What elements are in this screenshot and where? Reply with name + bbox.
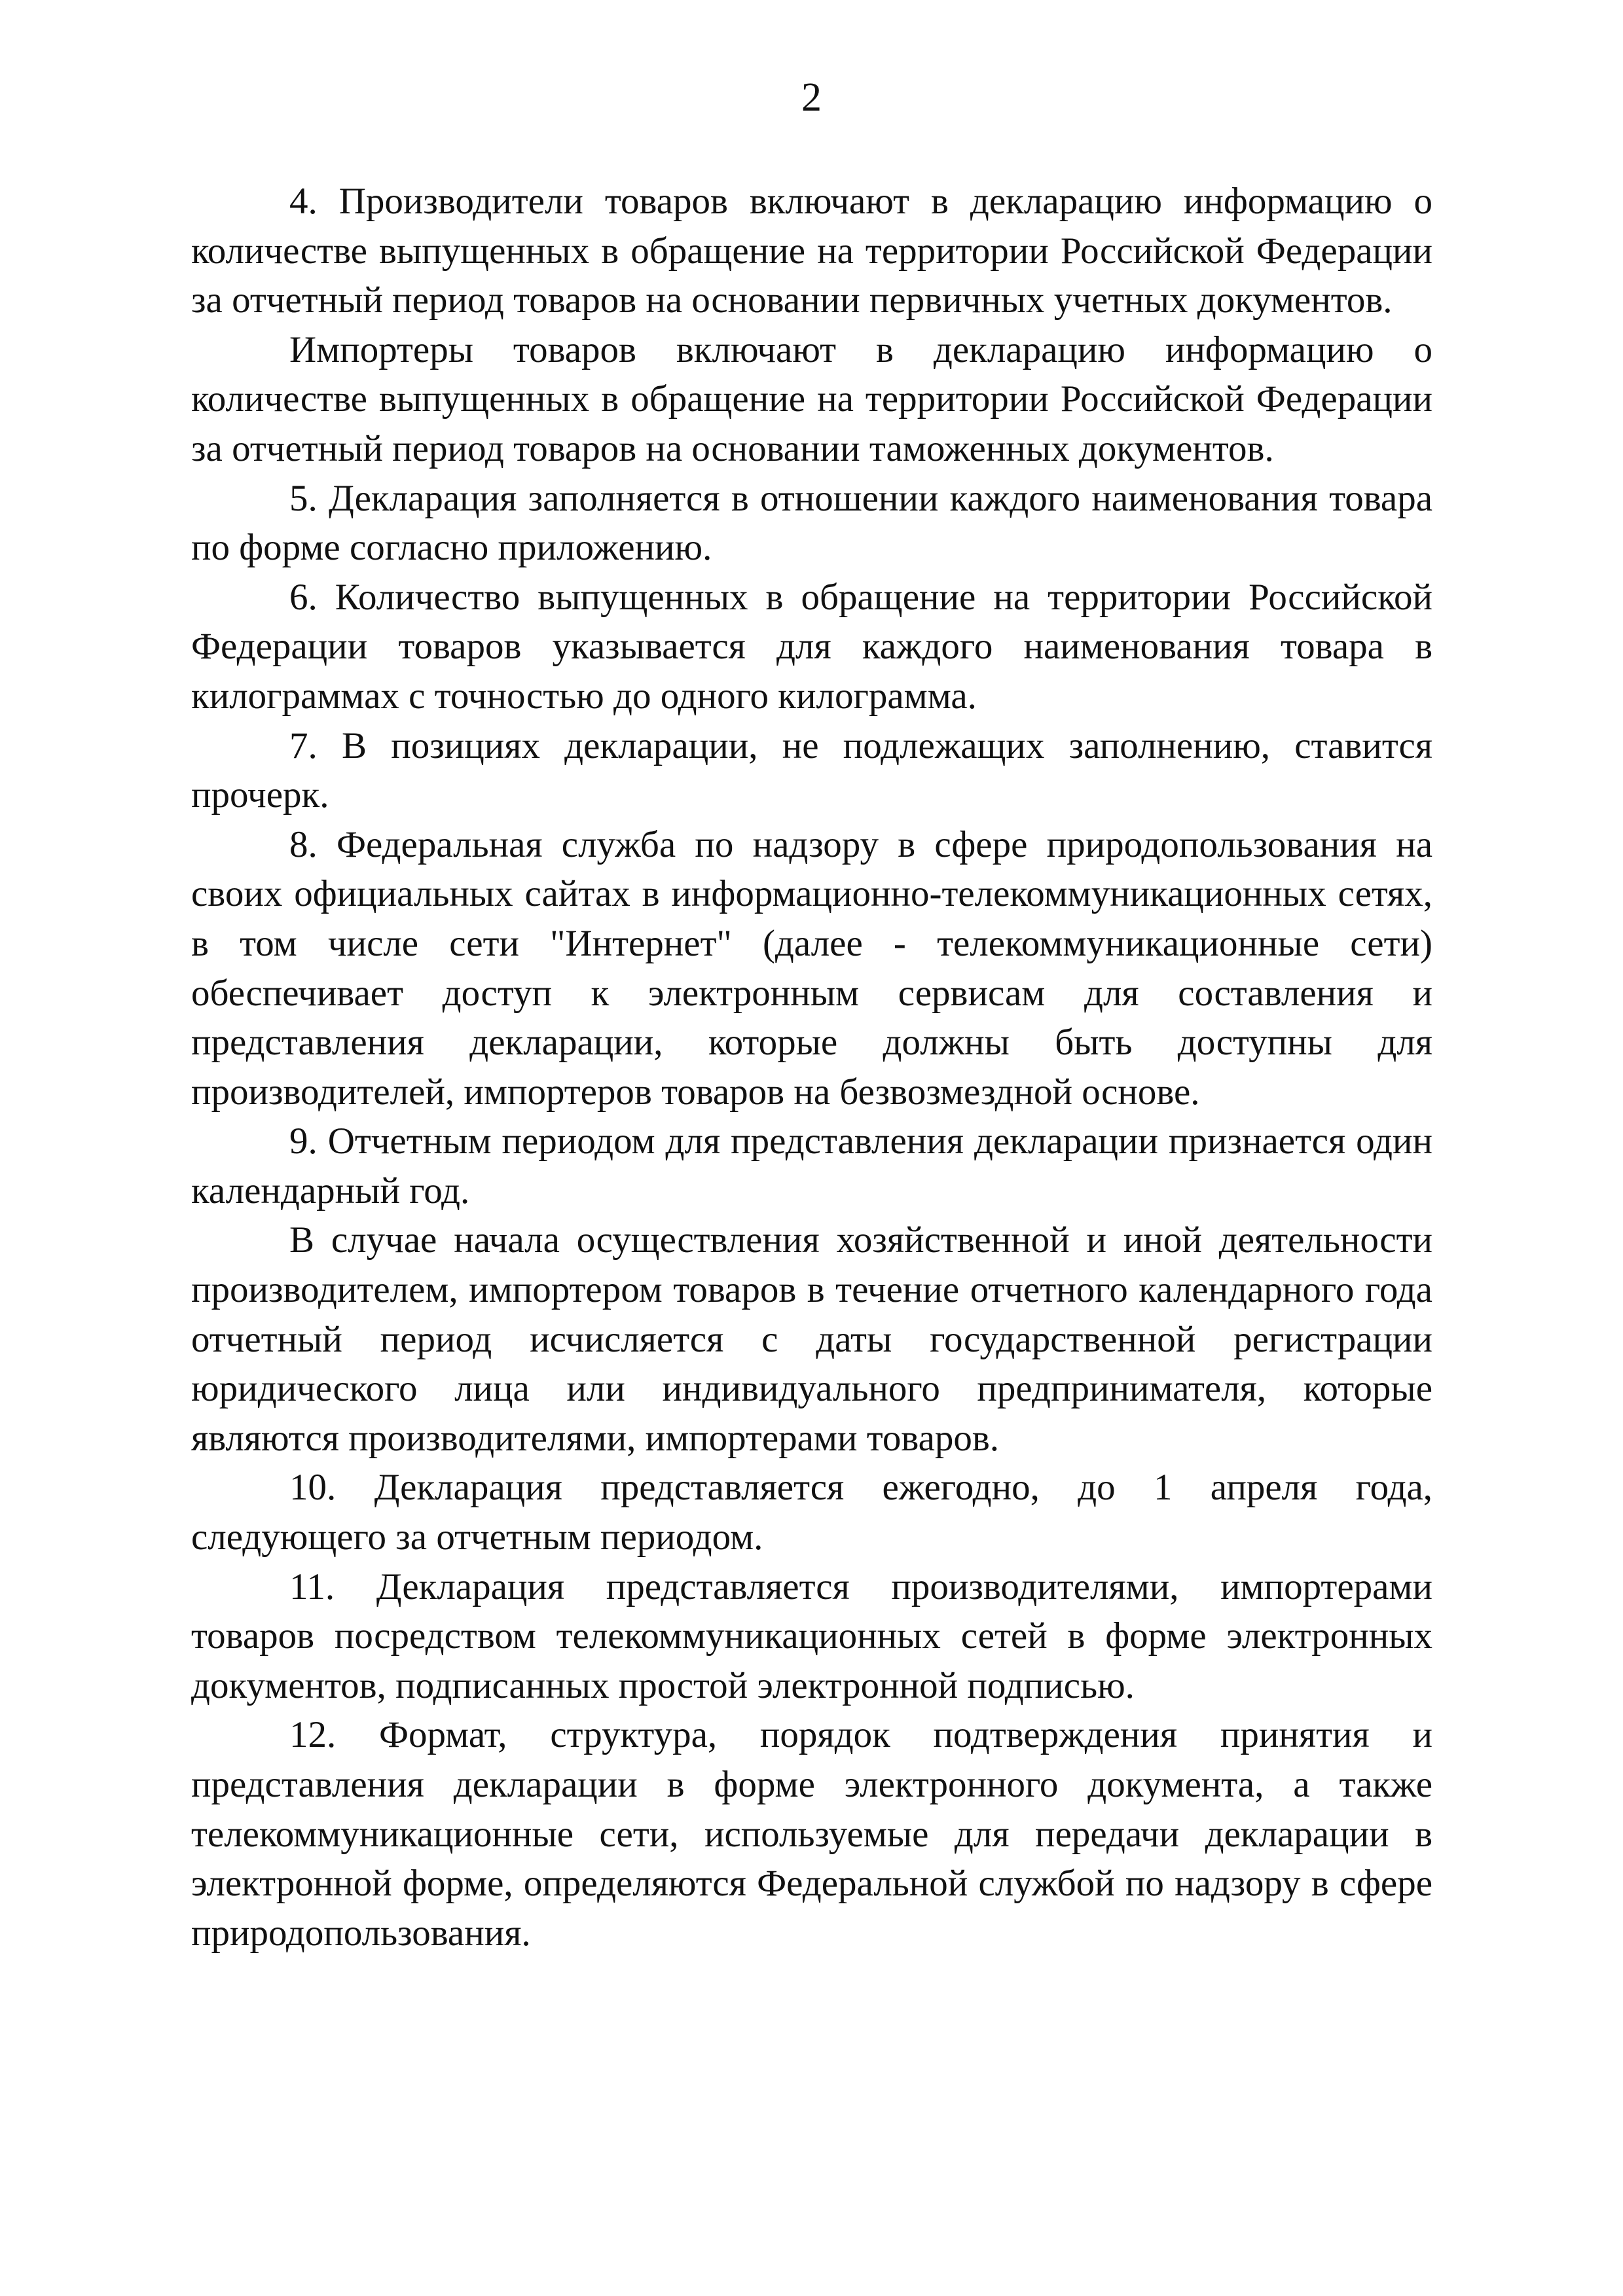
paragraph-activity-start: В случае начала осуществления хозяйственной и иной деятельности производителем, импортером товаров в течение отчетного календарного года отчетный период исчисляется с даты государственной регистрации юридического лица или индивидуального предпринимателя, которые являются производителями, импортерами товаров. [191,1219,1432,1459]
paragraph-item-8: 8. Федеральная служба по надзору в сфере природопользования на своих официальных сайтах в информационно-телекоммуникационных сетях, в том числе сети "Интернет" (далее - телекоммуникационные сети) обеспечивает доступ к электронным сервисам для составления и представления декларации, которые должны быть доступны для производителей, импортеров товаров на безвозмездной основе. [191,823,1432,1113]
paragraph-item-7: 7. В позициях декларации, не подлежащих заполнению, ставится прочерк. [191,725,1432,816]
paragraph-item-12: 12. Формат, структура, порядок подтверждения принятия и представления декларации в форме электронного документа, а также телекоммуникационные сети, используемые для передачи декларации в электронной форме, определяются Федеральной службой по надзору в сфере природопользования. [191,1714,1432,1954]
paragraph-item-9: 9. Отчетным периодом для представления декларации признается один календарный год. [191,1121,1432,1211]
paragraph-item-5: 5. Декларация заполняется в отношении каждого наименования товара по форме согласно приложению. [191,477,1432,569]
page-number: 2 [801,75,822,120]
paragraph-item-4: 4. Производители товаров включают в декларацию информацию о количестве выпущенных в обращение на территории Российской Федерации за отчетный период товаров на основании первичных учетных документов. [191,181,1432,321]
paragraph-item-11: 11. Декларация представляется производителями, импортерами товаров посредством телекоммуникационных сетей в форме электронных документов, подписанных простой электронной подписью. [191,1566,1432,1706]
paragraph-item-10: 10. Декларация представляется ежегодно, до 1 апреля года, следующего за отчетным периодом. [191,1467,1432,1558]
document-body [191,177,1432,1958]
paragraph-item-6: 6. Количество выпущенных в обращение на территории Российской Федерации товаров указывается для каждого наименования товара в килограммах с точностью до одного килограмма. [191,576,1432,717]
paragraph-importers: Импортеры товаров включают в декларацию информацию о количестве выпущенных в обращение на территории Российской Федерации за отчетный период товаров на основании таможенных документов. [191,329,1432,469]
